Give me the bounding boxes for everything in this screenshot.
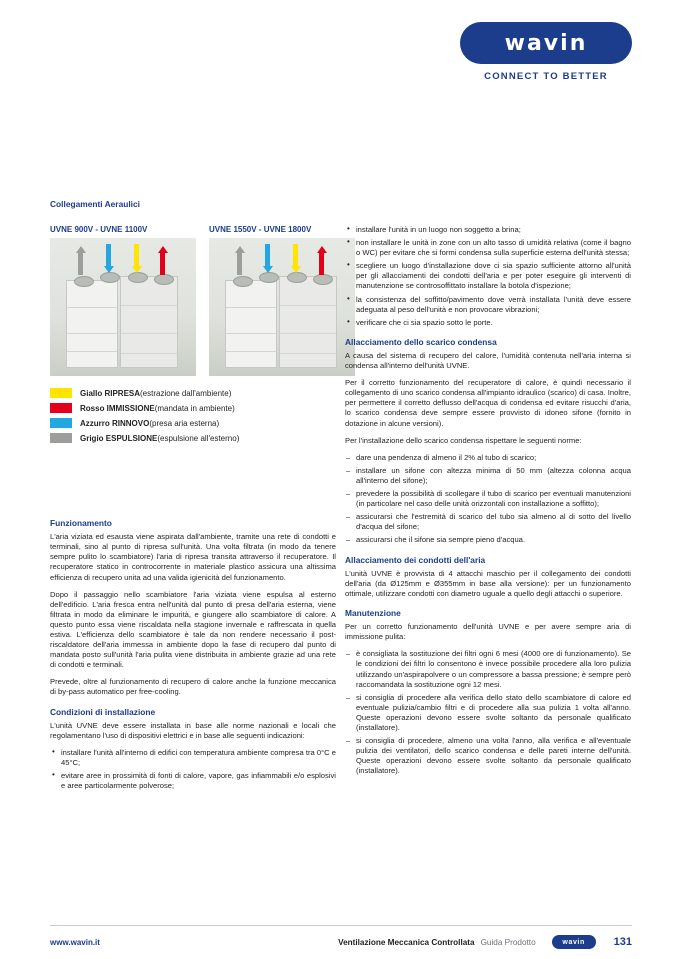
- heading-condotti-aria: Allacciamento dei condotti dell'aria: [345, 554, 486, 565]
- arrow-immissione-left: [158, 246, 166, 275]
- arrow-espulsione-left: [76, 246, 84, 275]
- footer-divider: [50, 925, 632, 926]
- footer-center-group: [338, 935, 632, 949]
- legend-swatch-red: [50, 403, 72, 413]
- legend-swatch-grey: [50, 433, 72, 443]
- heading-manutenzione: Manutenzione: [345, 607, 401, 618]
- legend-item-immissione: [50, 403, 350, 413]
- para-scarico-1: A causa del sistema di recupero del calore, l'umidità contenuta nell'aria interna si condensa all'interno dell'unità UVNE.: [345, 351, 631, 371]
- section-title-collegamenti: Collegamenti Aeraulici: [50, 199, 140, 209]
- list-item: • verificare che ci sia spazio sotto le porte.: [345, 318, 631, 328]
- list-item: – assicurarsi che il sifone sia sempre pieno d'acqua.: [345, 535, 631, 545]
- footer-logo: wavin: [552, 935, 596, 949]
- list-item: – si consiglia di procedere, almeno una volta l'anno, alla verifica e all'eventuale pulizia dei ventilatori, dello scarico condensa e delle pareti interne dell'unità. Queste operazioni devono essere svolte soltanto da personale qualificato (installatore).: [345, 736, 631, 776]
- footer-page-number: 131: [613, 936, 632, 948]
- para-funzionamento-1: L'aria viziata ed esausta viene aspirata dall'ambiente, tramite una rete di condotti e terminali, sino al punto di ripresa sull'unità. Una volta filtrata (in modo da tenere sempre pulito lo scambiatore) l'aria di ripresa transita attraverso il recuperatore. Il recuperatore statico in controcorrente in materiale plastico assicura una altissima efficienza di recupero unita ad una valida igienicità del funzionamento.: [50, 532, 336, 582]
- para-condizioni-1: L'unità UVNE deve essere installata in base alle norme nazionali e locali che regolamentano l'uso di dispositivi elettrici e in base alle seguenti indicazioni:: [50, 720, 336, 740]
- legend-item-espulsione: [50, 433, 350, 443]
- legend-label-ripresa: Giallo RIPRESA: [80, 388, 141, 398]
- duct-port-left-3: [128, 272, 148, 283]
- list-item: • scegliere un luogo d'installazione dove ci sia spazio sufficiente attorno all'unità per gli allacciamenti dei condotti dell'aria e per poter eseguire gli interventi di manutenzione se controsoffittato installare la botola d'ispezione;: [345, 261, 631, 291]
- arrow-espulsione-right: [235, 246, 243, 275]
- arrow-rinnovo-right: [263, 244, 271, 273]
- duct-port-right-2: [259, 272, 279, 283]
- footer-document-subtitle: Guida Prodotto: [480, 937, 536, 947]
- list-item: • installare l'unità in un luogo non soggetto a brina;: [345, 225, 631, 235]
- arrow-ripresa-left: [132, 244, 140, 273]
- airflow-legend: [50, 388, 350, 448]
- legend-desc-rinnovo: (presa aria esterna): [149, 418, 220, 428]
- left-text-column: [50, 518, 336, 798]
- list-item: • installare l'unità all'interno di edifici con temperatura ambiente compresa tra 0°C e 45°C;: [50, 748, 336, 768]
- para-condotti-1: L'unità UVNE è provvista di 4 attacchi maschio per il collegamento dei condotti dell'aria (da Ø125mm e Ø355mm in base alla versione): per un funzionamento ottimale, utilizzare condotti con diametro uguale a quello degli attacchi o superiore.: [345, 568, 631, 598]
- page-footer: [50, 932, 632, 952]
- list-installazione: [345, 225, 631, 328]
- list-item: • evitare aree in prossimità di fonti di calore, vapore, gas infiammabili e/o esplosivi e aree particolarmente polverose;: [50, 771, 336, 791]
- list-item: – dare una pendenza di almeno il 2% al tubo di scarico;: [345, 453, 631, 463]
- image-label-left: UVNE 900V - UVNE 1100V: [50, 225, 148, 234]
- legend-swatch-yellow: [50, 388, 72, 398]
- unit-body-right-a: [225, 280, 277, 368]
- unit-body-left-b: [120, 276, 178, 368]
- duct-port-right-3: [287, 272, 307, 283]
- legend-label-rinnovo: Azzurro RINNOVO: [80, 418, 150, 428]
- brand-tagline: CONNECT TO BETTER: [484, 71, 608, 82]
- list-manutenzione: [345, 649, 631, 776]
- unit-body-left-a: [66, 280, 118, 368]
- list-item: – si consiglia di procedere alla verifica dello stato dello scambiatore di calore ed eventuale pulizia/cambio filtri e di procedere alla sua pulizia 1 volta all'anno. Queste operazioni devono essere svolte soltanto da personale qualificato (installatore).: [345, 693, 631, 733]
- para-funzionamento-2: Dopo il passaggio nello scambiatore l'aria viziata viene espulsa al esterno dell'edificio. L'aria fresca entra nell'unità dal punto di presa dell'aria esterna, viene filtrata in modo da eliminare le impurità, e giungere allo scambiatore di calore. A questo punto essa viene riscaldata nella stagione invernale e raffrescata in quella estiva. L'efficienza dello scambiatore è tale da non rendere necessario il post-riscaldatore dell'aria immessa in ambiente dopo la fase di recupero dal punto di mandata posto sull'unità l'aria pulita viene distribuita in ambiente grazie ad una rete di condotti e terminali.: [50, 589, 336, 670]
- list-scarico-norme: [345, 453, 631, 546]
- list-item: • la consistenza del soffitto/pavimento dove verrà installata l'unità deve essere adeguata al peso dell'unità e non provocare vibrazioni;: [345, 295, 631, 315]
- legend-desc-ripresa: (estrazione dall'ambiente): [140, 388, 232, 398]
- para-scarico-3: Per l'installazione dello scarico condensa rispettare le seguenti norme:: [345, 435, 582, 445]
- list-item: • non installare le unità in zone con un alto tasso di umidità relativa (come il bagno o WC) per evitare che si formi condensa sulla superficie esterna dell'unità stessa;: [345, 238, 631, 258]
- logo-pill: [460, 22, 632, 64]
- list-item: – assicurarsi che l'estremità di scarico del tubo sia almeno al di sotto del livello d'acqua del sifone;: [345, 512, 631, 532]
- footer-website-link[interactable]: www.wavin.it: [50, 937, 100, 947]
- list-item: – è consigliata la sostituzione dei filtri ogni 6 mesi (4000 ore di funzionamento). Se le condizioni dei filtri lo consentono è invece possibile procedere alla loro pulizia utilizzando un'aspirapolvere o un compressore a bassa pressione; è sempre però raccomandata la sostituzione ogni 12 mesi.: [345, 649, 631, 689]
- footer-document-title: Ventilazione Meccanica Controllata: [338, 937, 475, 947]
- para-funzionamento-3: Prevede, oltre al funzionamento di recupero di calore anche la funzione meccanica di by-pass automatico per free-cooling.: [50, 677, 336, 697]
- para-manutenzione-1: Per un corretto funzionamento dell'unità UVNE e per avere sempre aria di immissione pulita:: [345, 622, 631, 642]
- heading-condizioni-installazione: Condizioni di installazione: [50, 706, 156, 717]
- legend-label-immissione: Rosso IMMISSIONE: [80, 403, 155, 413]
- arrow-immissione-right: [317, 246, 325, 275]
- list-item: – installare un sifone con altezza minima di 50 mm (altezza colonna acqua all'interno del sifone);: [345, 466, 631, 486]
- logo-wordmark: wavin: [504, 30, 588, 56]
- list-condizioni: [50, 748, 336, 791]
- image-label-right: UVNE 1550V - UVNE 1800V: [209, 225, 312, 234]
- heading-funzionamento: Funzionamento: [50, 518, 112, 528]
- duct-port-left-4: [154, 274, 174, 285]
- product-photo-left: [50, 238, 196, 376]
- duct-port-right-1: [233, 276, 253, 287]
- duct-port-right-4: [313, 274, 333, 285]
- arrow-rinnovo-left: [104, 244, 112, 273]
- right-text-column: [345, 225, 631, 783]
- unit-body-right-b: [279, 276, 337, 368]
- para-scarico-2: Per il corretto funzionamento del recuperatore di calore, è quindi necessario il collegamento di uno scarico condensa all'impianto idraulico (scarico) di casa. Inoltre, per permettere il corretto deflusso dell'acqua di condensa ed evitare risucchi d'aria, lo scarico condensa deve sempre essere provvisto di idoneo sifone (fornito in dotazione in alcune versioni).: [345, 378, 631, 428]
- legend-item-rinnovo: [50, 418, 350, 428]
- list-item: – prevedere la possibilità di scollegare il tubo di scarico per eventuali manutenzioni (in particolare nel caso delle unità orizzontali con installazione a soffitto);: [345, 489, 631, 509]
- legend-label-espulsione: Grigio ESPULSIONE: [80, 433, 158, 443]
- legend-desc-espulsione: (espulsione all'esterno): [157, 433, 240, 443]
- duct-port-left-2: [100, 272, 120, 283]
- duct-port-left-1: [74, 276, 94, 287]
- legend-desc-immissione: (mandata in ambiente): [154, 403, 235, 413]
- product-photo-right: [209, 238, 355, 376]
- legend-item-ripresa: [50, 388, 350, 398]
- brand-logo: [460, 22, 632, 82]
- arrow-ripresa-right: [291, 244, 299, 273]
- legend-swatch-blue: [50, 418, 72, 428]
- heading-scarico-condensa: Allacciamento dello scarico condensa: [345, 336, 497, 347]
